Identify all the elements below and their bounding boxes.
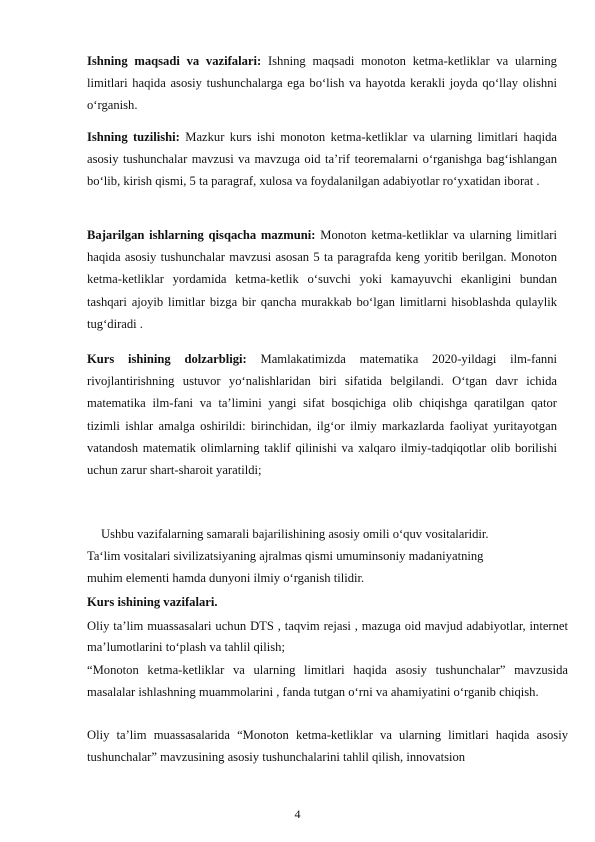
tasks-heading: Kurs ishining vazifalari. (87, 595, 218, 609)
text-line: muhim elementi hamda dunyoni ilmiy o‘rganish tilidir. (87, 571, 365, 585)
page-number: 4 (294, 807, 301, 821)
section-maqsadi (87, 50, 557, 117)
section-dolzarbligi (87, 348, 557, 481)
text-line: Ta‘lim vositalari sivilizatsiyaning ajralmas qismi umuminsoniy madaniyatning (87, 549, 484, 563)
section-heading: Bajarilgan ishlarning qisqacha mazmuni: (87, 228, 316, 242)
section-tuzilishi (87, 126, 557, 193)
section-heading: Kurs ishining dolzarbligi: (87, 352, 247, 366)
section-text: Monoton ketma-ketliklar va ularning limitlari haqida asosiy tushunchalar mavzusi asosan 5 ta paragrafda keng yoritib berilgan. Monoton ketma-ketliklar yordamida ketma-ketlik o‘suvchi yoki kamayuvchi ekanligini bundan tashqari ajoyib limitlar bizga bir qancha murakkab bo‘lgan limitlarni hisoblashda qulaylik tug‘diradi . (87, 228, 557, 331)
section-text: Mamlakatimizda matematika 2020-yildagi ilm-fanni rivojlantirishning ustuvor yo‘nalishlaridan biri sifatida belgilandi. O‘tgan davr ichida matematika ilm-fani va ta’limini yangi sifat bosqichiga olib chiqishga qaratilgan qator tizimli ishlar amalga oshirildi: birinchidan, ilg‘or ilmiy markazlarda faoliyat yuritayotgan vatandosh matematik olimlarning taklif qilinishi va xalqaro ilmiy-tadqiqotlar olib borilishi uchun zarur shart-sharoit yaratildi; (87, 352, 558, 478)
section-text: Ishning maqsadi monoton ketma-ketliklar va ularning limitlari haqida asosiy tushunchalarga ega bo‘lish va hayotda kerakli joyda qo‘llay olishni o‘rganish. (87, 54, 557, 113)
section-mazmuni (87, 224, 557, 335)
section-heading: Ishning tuzilishi: (87, 130, 180, 144)
tasks-paragraph: Oliy ta’lim muassasalari uchun DTS , taqvim rejasi , mazuga oid mavjud adabiyotlar, internet ma’lumotlarini to‘plash va tahlil qilish; (87, 619, 568, 654)
tasks-paragraph: Oliy ta’lim muassasalarida “Monoton ketma-ketliklar va ularning limitlari haqida asosiy tushunchalar” mavzusining asosiy tushunchalarini tahlil qilish, innovatsion (87, 728, 568, 765)
tasks-paragraph: “Monoton ketma-ketliklar va ularning limitlari haqida asosiy tushunchalar” mavzusida masalalar ishlashning muammolarini , fanda tutgan o‘rni va ahamiyatini o‘rganib chiqish. (87, 663, 568, 700)
section-heading: Ishning maqsadi va vazifalari: (87, 54, 262, 68)
section-text: Mazkur kurs ishi monoton ketma-ketliklar va ularning limitlari haqida asosiy tushunchalar mavzusi va mavzuga oid ta’rif teoremalarni o‘rganishga bag‘ishlangan bo‘lib, kirish qismi, 5 ta paragraf, xulosa va foydalanilgan adabiyotlar ro‘yxatidan iborat . (87, 130, 557, 189)
text-line: Ushbu vazifalarning samarali bajarilishining asosiy omili o‘quv vositalaridir. (101, 527, 489, 541)
